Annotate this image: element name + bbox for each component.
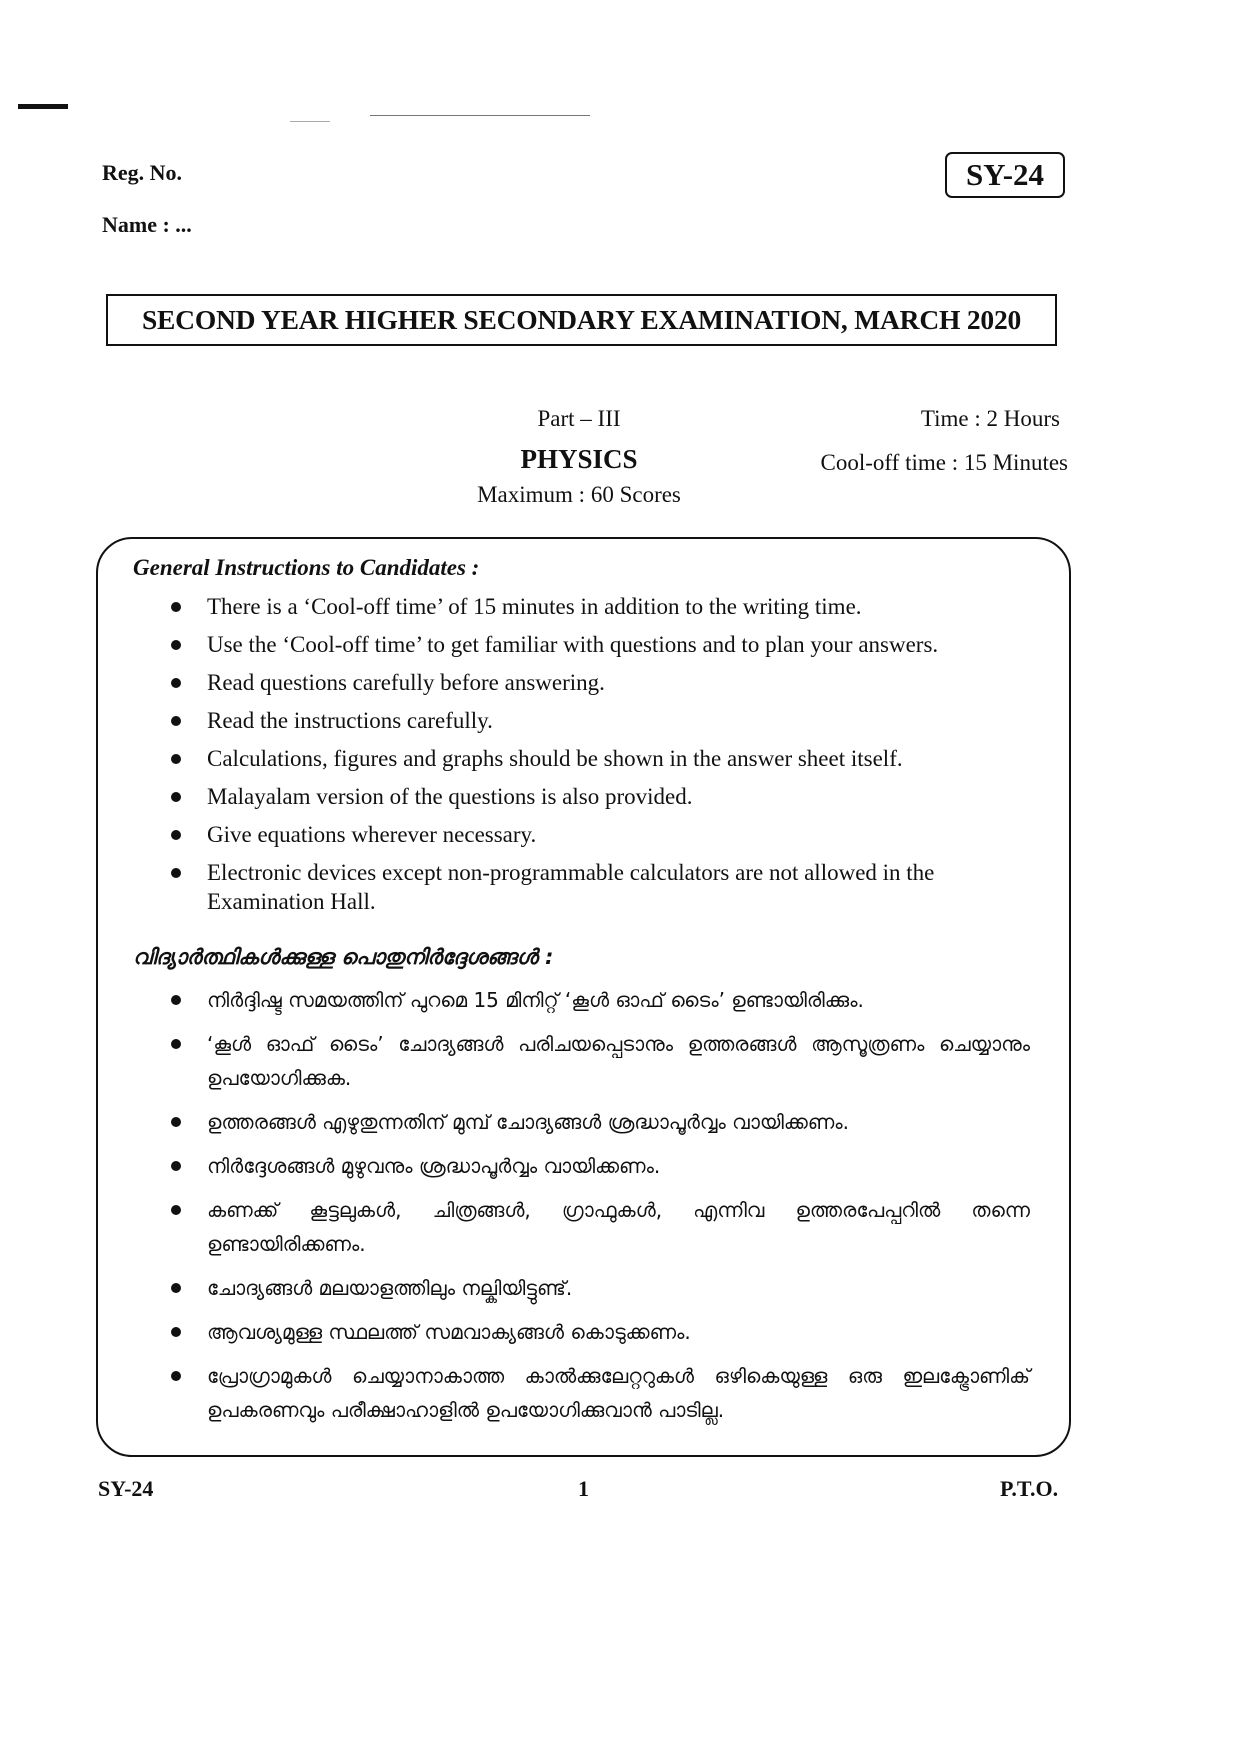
page-number: 1: [578, 1476, 589, 1501]
pto-label: P.T.O.: [1000, 1476, 1059, 1501]
list-item: [0, 706, 1030, 735]
bullet-icon: [171, 640, 181, 650]
bullet-icon: [171, 995, 181, 1005]
bullet-icon: [171, 716, 181, 726]
list-item: [0, 1271, 1030, 1305]
bullet-icon: [171, 602, 181, 612]
bullet-icon: [171, 830, 181, 840]
list-item: [0, 592, 1030, 621]
name-label: Name : ...: [102, 212, 192, 237]
exam-time: Time : 2 Hours: [920, 406, 1060, 431]
max-score: Maximum : 60 Scores: [477, 482, 681, 507]
instruction-text: നിർദ്ദിഷ്ട സമയത്തിന് പുറമെ 15 മിനിറ്റ് ‘കൂൾ ഓഫ് ടൈം’ ഉണ്ടായിരിക്കും.: [207, 988, 864, 1012]
list-item: [0, 668, 1030, 697]
list-item: [0, 820, 1030, 849]
instruction-text: Read the instructions carefully.: [207, 708, 493, 733]
instruction-text: നിർദ്ദേശങ്ങൾ മുഴുവനും ശ്രദ്ധാപൂർവ്വം വായിക്കണം.: [207, 1154, 661, 1178]
reg-no-label: Reg. No.: [102, 160, 183, 185]
instruction-text: Use the ‘Cool-off time’ to get familiar with questions and to plan your answers.: [207, 632, 939, 657]
instruction-text: ഉത്തരങ്ങൾ എഴുതുന്നതിന് മുമ്പ് ചോദ്യങ്ങൾ ശ്രദ്ധാപൂർവ്വം വായിക്കണം.: [207, 1110, 849, 1134]
instruction-text: Calculations, figures and graphs should be shown in the answer sheet itself.: [207, 746, 903, 771]
instruction-text: കണക്ക് കൂട്ടലുകൾ, ചിത്രങ്ങൾ, ഗ്രാഫുകൾ, എന്നിവ ഉത്തരപേപ്പറിൽ തന്നെ ഉണ്ടായിരിക്കണം.: [207, 1198, 1030, 1256]
paper-code-box: SY-24: [945, 152, 1065, 198]
bullet-icon: [171, 1283, 181, 1293]
scan-line: [370, 115, 590, 116]
instruction-text: Malayalam version of the questions is also provided.: [207, 784, 693, 809]
list-item: [0, 1359, 1030, 1427]
bullet-icon: [171, 754, 181, 764]
list-item: [0, 1193, 1030, 1261]
list-item: [0, 782, 1030, 811]
cool-off-time: Cool-off time : 15 Minutes: [820, 450, 1068, 475]
instructions-list-en: [0, 592, 1030, 925]
list-item: [0, 1149, 1030, 1183]
list-item: [0, 744, 1030, 773]
bullet-icon: [171, 868, 181, 878]
instruction-text: ആവശ്യമുള്ള സ്ഥലത്ത് സമവാക്യങ്ങൾ കൊടുക്കണം.: [207, 1320, 691, 1344]
bullet-icon: [171, 1117, 181, 1127]
list-item: [0, 1315, 1030, 1349]
paper-subject: PHYSICS: [520, 444, 638, 474]
paper-part: Part – III: [537, 406, 621, 431]
instructions-heading-en: General Instructions to Candidates :: [133, 555, 480, 580]
footer-paper-code: SY-24: [98, 1476, 154, 1501]
instructions-heading-ml: വിദ്യാർത്ഥികൾക്കുള്ള പൊതുനിർദ്ദേശങ്ങൾ :: [133, 945, 554, 969]
instructions-list-ml: [0, 983, 1030, 1437]
list-item: [0, 1027, 1030, 1095]
instruction-text: പ്രോഗ്രാമുകൾ ചെയ്യാനാകാത്ത കാൽക്കുലേറ്ററുകൾ ഒഴികെയുള്ള ഒരു ഇലക്ട്രോണിക് ഉപകരണവും പരീക്ഷാഹാളിൽ ഉപയോഗിക്കുവാൻ പാടില്ല.: [207, 1364, 1030, 1422]
list-item: [0, 983, 1030, 1017]
bullet-icon: [171, 1039, 181, 1049]
bullet-icon: [171, 678, 181, 688]
instruction-text: Read questions carefully before answering.: [207, 670, 605, 695]
bullet-icon: [171, 1327, 181, 1337]
list-item: [0, 630, 1030, 659]
bullet-icon: [171, 792, 181, 802]
list-item: [0, 858, 1030, 916]
exam-title: SECOND YEAR HIGHER SECONDARY EXAMINATION, MARCH 2020: [106, 294, 1057, 346]
instruction-text: ‘കൂൾ ഓഫ് ടൈം’ ചോദ്യങ്ങൾ പരിചയപ്പെടാനും ഉത്തരങ്ങൾ ആസൂത്രണം ചെയ്യാനും ഉപയോഗിക്കുക.: [207, 1032, 1030, 1090]
bullet-icon: [171, 1371, 181, 1381]
instruction-text: Give equations wherever necessary.: [207, 822, 537, 847]
bullet-icon: [171, 1161, 181, 1171]
scan-line: [290, 121, 330, 122]
instruction-text: Electronic devices except non-programmable calculators are not allowed in the Examination Hall.: [207, 860, 935, 914]
list-item: [0, 1105, 1030, 1139]
instruction-text: There is a ‘Cool-off time’ of 15 minutes in addition to the writing time.: [207, 594, 862, 619]
scan-mark: [18, 104, 68, 109]
bullet-icon: [171, 1205, 181, 1215]
instruction-text: ചോദ്യങ്ങൾ മലയാളത്തിലും നല്കിയിട്ടുണ്ട്.: [207, 1276, 573, 1300]
